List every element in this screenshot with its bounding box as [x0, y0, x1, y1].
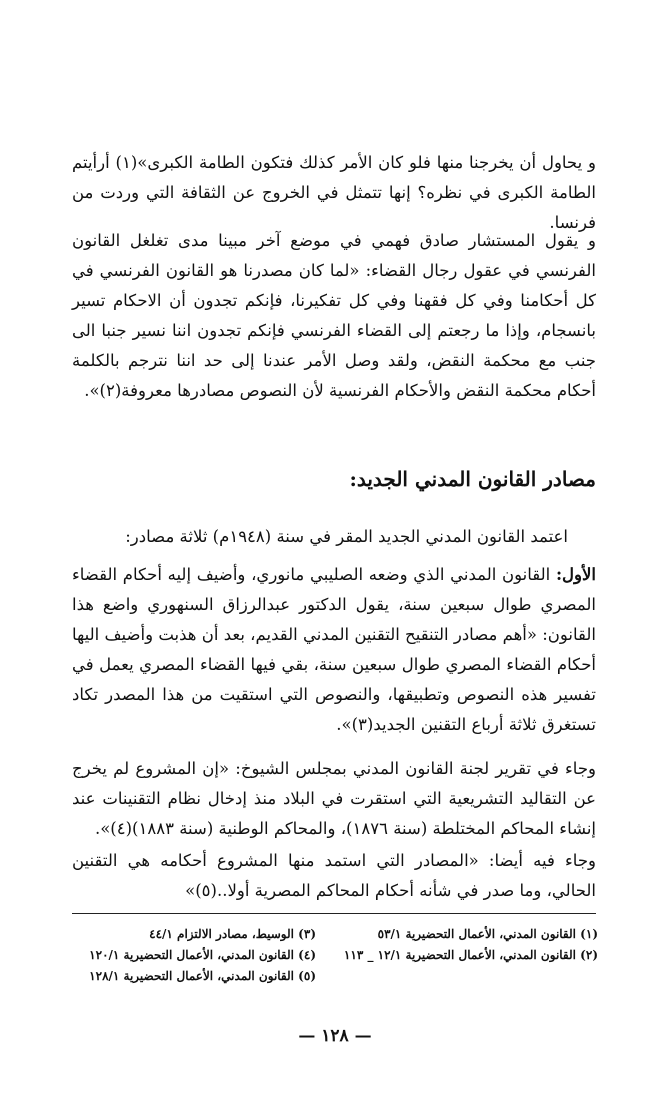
- paragraph-4-text: القانون المدني الذي وضعه الصليبي مانوري، وأضيف إليه أحكام القضاء المصري طوال سبعين سنة، يقول الدكتور عبدالرزاق السنهوري واضع هذا القانون: «أهم مصادر التنقيح التقنين المدني القديم، بعد أن هذبت وأضيف اليها أحكام القضاء المصري طوال سبعين سنة، بقي فيها القضاء المصري يعمل في تفسير هذه النصوص وتطبيقها، والنصوص التي استقيت من هذا المصدر تكاد تستغرق ثلاثة أرباع التقنين الجديد(٣)».: [72, 565, 596, 734]
- paragraph-2: [72, 226, 596, 406]
- paragraph-3: [72, 522, 568, 552]
- paragraph-4-lead-term: الأول:: [555, 565, 596, 584]
- paragraph-3-text: اعتمد القانون المدني الجديد المقر في سنة (١٩٤٨م) ثلاثة مصادر:: [125, 527, 568, 546]
- paragraph-4-body: [72, 560, 596, 740]
- footnote-2: (٢) القانون المدني، الأعمال التحضيرية ١٢/١ _ ١١٣: [343, 948, 598, 962]
- paragraph-5-text: وجاء في تقرير لجنة القانون المدني بمجلس الشيوخ: «إن المشروع لم يخرج عن التقاليد التشريعية التي استقرت في البلاد منذ إدخال نظام التقنينات عند إنشاء المحاكم المختلطة (سنة ١٨٧٦)، والمحاكم الوطنية (سنة ١٨٨٣)(٤)».: [72, 759, 596, 838]
- footnote-4: (٤) القانون المدني، الأعمال التحضيرية ١٢٠/١: [89, 948, 316, 962]
- footnotes: [70, 924, 598, 987]
- footnote-row: [70, 945, 598, 966]
- footnote-3: (٣) الوسيط، مصادر الالتزام ٤٤/١: [149, 927, 316, 941]
- paragraph-6-text: وجاء فيه أيضا: «المصادر التي استمد منها المشروع أحكامه هي التقنين الحالي، وما صدر في شأنه أحكام المحاكم المصرية أولا..(٥)»: [72, 851, 596, 900]
- paragraph-5: [72, 754, 596, 844]
- footnote-row: [70, 966, 598, 987]
- page-number: — ١٢٨ —: [298, 1026, 372, 1046]
- footnote-1: (١) القانون المدني، الأعمال التحضيرية ٥٣/١: [377, 927, 598, 941]
- footnote-spacer: [316, 966, 598, 987]
- paragraph-1: [72, 148, 596, 238]
- paragraph-2-text: و يقول المستشار صادق فهمي في موضع آخر مبينا مدى تغلغل القانون الفرنسي في عقول رجال القضاء: «لما كان مصدرنا هو القانون الفرنسي في كل أحكامنا وفي كل فقهنا وفي كل تفكيرنا، فإنكم تجدون أن الاحكام تسير بانسجام، وإذا ما رجعتم إلى القضاء الفرنسي فإنكم تجدون اننا نسير جنبا الى جنب مع محكمة النقض، ولقد وصل الأمر عندنا إلى حد اننا نترجم بالكلمة أحكام محكمة النقض والأحكام الفرنسية لأن النصوص مصادرها معروفة(٢)».: [72, 231, 596, 400]
- footnote-row: [70, 924, 598, 945]
- paragraph-4: [72, 560, 596, 740]
- paragraph-1-text: و يحاول أن يخرجنا منها فلو كان الأمر كذلك فتكون الطامة الكبرى»(١) أرأيتم الطامة الكبرى في نظره؟ إنها تتمثل في الخروج عن الثقافة التي وردت من فرنسا.: [72, 153, 596, 232]
- paragraph-6: [72, 846, 596, 906]
- section-heading: مصادر القانون المدني الجديد:: [349, 467, 596, 491]
- footnote-divider: [72, 913, 596, 914]
- footnote-5: (٥) القانون المدني، الأعمال التحضيرية ١٢٨/١: [89, 969, 316, 983]
